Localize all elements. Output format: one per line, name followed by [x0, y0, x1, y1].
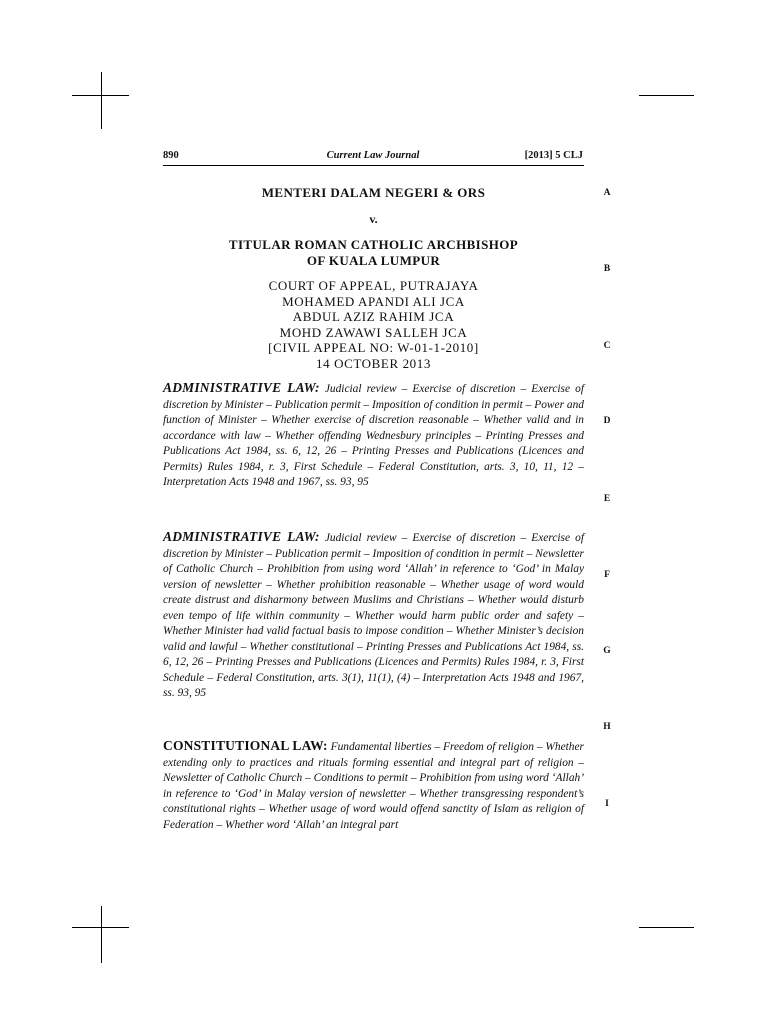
- appeal-number: [CIVIL APPEAL NO: W-01-1-2010]: [268, 340, 479, 355]
- catchword-heading: CONSTITUTIONAL LAW:: [163, 738, 328, 753]
- catchword-heading: ADMINISTRATIVE LAW:: [163, 529, 320, 544]
- crop-mark-top-right-horizontal: [639, 95, 694, 96]
- margin-marker: C: [603, 341, 611, 351]
- judge-name: MOHAMED APANDI ALI JCA: [282, 293, 465, 309]
- journal-title: Current Law Journal: [326, 150, 420, 161]
- journal-citation: [2013] 5 CLJ: [524, 150, 583, 161]
- catchword-text: Judicial review – Exercise of discretion – Exercise of discretion by Minister – Publication permit – Imposition of condition in permit – Power and function of Minister – Whether exercise of discretion reasonable – Whether valid and in accordance with law – Whether offending Wednesbury principles – Printing Presses and Publications Act 1984, ss. 6, 12, 26 – Printing Presses and Publications (Licences and Permits) Rules 1984, r. 3, First Schedule – Federal Constitution, arts. 3, 10, 11, 12 – Interpretation Acts 1948 and 1967, ss. 93, 95: [163, 383, 584, 488]
- margin-marker: I: [605, 799, 609, 809]
- page-number: 890: [163, 150, 179, 161]
- running-header: [163, 150, 583, 166]
- versus-label: v.: [369, 212, 378, 226]
- margin-marker: F: [604, 570, 610, 580]
- court-name: COURT OF APPEAL, PUTRAJAYA: [268, 278, 479, 293]
- crop-mark-bottom-left-vertical: [101, 906, 102, 963]
- header-rule: [163, 165, 584, 166]
- margin-marker: H: [603, 722, 611, 732]
- respondent-name-line-2: OF KUALA LUMPUR: [306, 253, 441, 268]
- margin-marker: E: [603, 494, 611, 504]
- respondent-name-line-1: TITULAR ROMAN CATHOLIC ARCHBISHOP: [228, 237, 519, 252]
- catchword-text: Fundamental liberties – Freedom of religion – Whether extending only to practices and rituals forming essential and integral part of religion – Newsletter of Catholic Church – Conditions to permit – Prohibition from using word ‘Allah’ in reference to ‘God’ in Malay version of newsletter – Whether transgressing respondent’s constitutional rights – Whether usage of word would offend sanctity of Islam as religion of Federation – Whether word ‘Allah’ an integral part: [163, 741, 584, 831]
- catchword-text: Judicial review – Exercise of discretion – Exercise of discretion by Minister – Publication permit – Imposition of condition in permit – Newsletter of Catholic Church – Prohibition from using word ‘Allah’ in reference to ‘God’ in Malay version of newsletter – Whether prohibition reasonable – Whether usage of word would create distrust and disharmony between Muslims and Christians – Whether would disturb even tempo of life within community – Whether would harm public order and safety – Whether Minister had valid factual basis to impose condition – Whether Minister’s decision valid and lawful – Whether constitutional – Printing Presses and Publications Act 1984, ss. 6, 12, 26 – Printing Presses and Publications (Licences and Permits) Rules 1984, r. 3, First Schedule – Federal Constitution, arts. 3(1), 11(1), (4) – Interpretation Acts 1948 and 1967, ss. 93, 95: [163, 532, 584, 699]
- judge-name: MOHD ZAWAWI SALLEH JCA: [279, 324, 468, 340]
- margin-marker: A: [603, 188, 611, 198]
- catchword-paragraph: [163, 380, 584, 491]
- court-details: [163, 278, 584, 371]
- crop-mark-top-left-vertical: [101, 72, 102, 129]
- catchword-paragraph: [163, 529, 584, 702]
- catchword-heading: ADMINISTRATIVE LAW:: [163, 380, 320, 395]
- judgment-date: 14 OCTOBER 2013: [316, 355, 431, 371]
- crop-mark-bottom-right-horizontal: [639, 927, 694, 928]
- catchword-paragraph: [163, 738, 584, 833]
- margin-marker: G: [603, 646, 611, 656]
- appellants-name: MENTERI DALAM NEGERI & ORS: [261, 185, 486, 200]
- judge-name: ABDUL AZIZ RAHIM JCA: [292, 309, 455, 324]
- margin-marker: B: [603, 264, 611, 274]
- margin-marker: D: [603, 416, 611, 426]
